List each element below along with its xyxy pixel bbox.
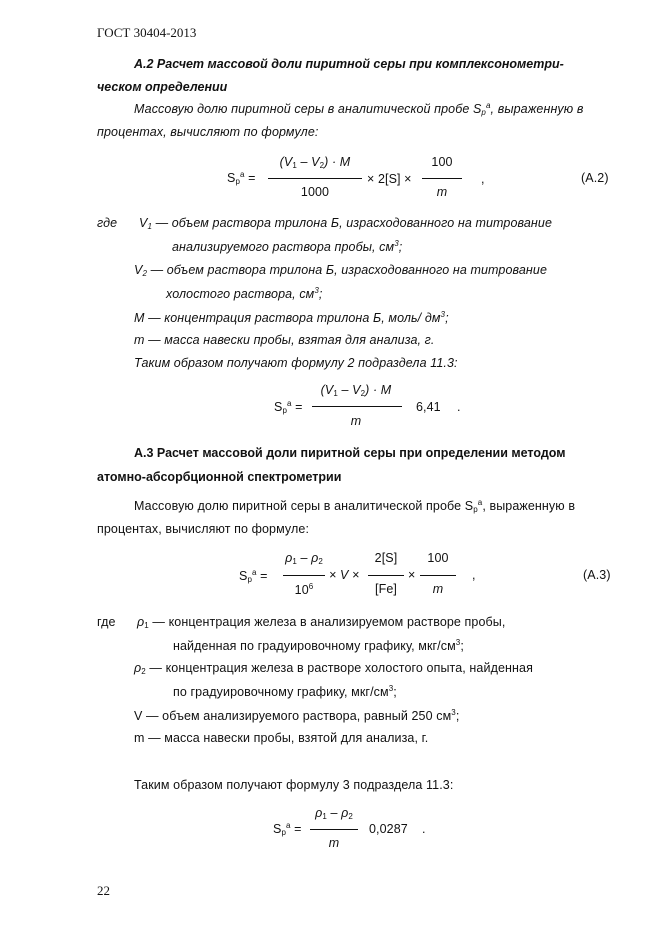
section-a2-intro: Массовую долю пиритной серы в аналитической пробе $S_p^a$, выраженную в — [134, 101, 584, 117]
formula-a2-label: (А.2) — [581, 171, 609, 185]
section-a3-intro-cont: процентах, вычисляют по формуле: — [97, 522, 310, 536]
fraction-bar — [420, 575, 456, 576]
fraction-bar — [268, 178, 362, 179]
where-label: где — [97, 615, 116, 629]
summary-a2: Таким образом получают формулу 2 подраздела 11.3: — [134, 356, 458, 370]
section-a2-intro-cont: процентах, вычисляют по формуле: — [97, 125, 319, 139]
section-a2-title-cont: ческом определении — [97, 80, 228, 94]
formula-a2r-numerator: $(V_1 - V_2) \cdot M$ — [320, 383, 392, 398]
formula-a2r-lhs: $S_p^a$ = — [274, 399, 303, 415]
formula-a3-comma: , — [472, 568, 476, 582]
formula-a2-den2: m — [436, 185, 448, 199]
def-m: М — концентрация раствора трилона Б, моль/ $дм^3$; — [134, 310, 449, 325]
fraction-bar — [283, 575, 325, 576]
formula-a2-num2: 100 — [431, 155, 453, 169]
section-a2-title: А.2 Расчет массовой доли пиритной серы при комплексонометри- — [134, 57, 564, 71]
formula-a3-x2: × — [408, 568, 416, 582]
formula-a3-num2: 2[S] — [374, 551, 398, 565]
formula-a3-den3: m — [432, 582, 444, 596]
formula-a3-num3: 100 — [427, 551, 449, 565]
formula-a2r-denominator: m — [350, 414, 362, 428]
section-a3-title-cont: атомно-абсорбционной спектрометрии — [97, 470, 342, 484]
formula-a3-label: (А.3) — [583, 568, 611, 582]
def-volume: V — объем анализируемого раствора, равный 250 $см^3$; — [134, 708, 460, 723]
summary-a3: Таким образом получают формулу 3 подраздела 11.3: — [134, 778, 454, 792]
section-a3-title: А.3 Расчет массовой доли пиритной серы при определении методом — [134, 446, 566, 460]
formula-a2-numerator: $(V_1 - V_2) \cdot M$ — [279, 155, 351, 170]
formula-a3r-value: 0,0287 — [369, 822, 408, 836]
formula-a2r-value: 6,41 — [416, 400, 441, 414]
formula-a3-lhs: $S_p^a$ = — [239, 568, 268, 584]
page-number: 22 — [97, 883, 110, 898]
formula-a2-lhs: $S_p^a$ = — [227, 170, 256, 186]
formula-a3-den1: $10^6$ — [294, 582, 314, 597]
formula-a2-comma: , — [481, 172, 485, 186]
formula-a2r-dot: . — [457, 400, 461, 414]
def-v2: $V_2$ — объем раствора трилона Б, израсходованного на титрование — [134, 263, 547, 278]
fraction-bar — [368, 575, 404, 576]
fraction-bar — [312, 406, 402, 407]
formula-a3-num1: $\rho_1 - \rho_2$ — [285, 551, 323, 566]
formula-a3r-dot: . — [422, 822, 426, 836]
formula-a3r-denominator: m — [328, 836, 340, 850]
formula-a2-mult: × 2[S] × — [367, 172, 412, 186]
def-v1-cont: анализируемого раствора пробы, $см^3$; — [172, 239, 403, 254]
def-m-mass: m — масса навески пробы, взятая для анализа, г. — [134, 333, 435, 347]
def-v1: $V_1$ — объем раствора трилона Б, израсходованного на титрование — [139, 216, 552, 231]
def-rho2: $\rho_2$ — концентрация железа в растворе холостого опыта, найденная — [134, 661, 533, 676]
formula-a2-denominator: 1000 — [300, 185, 330, 199]
section-a3-intro: Массовую долю пиритной серы в аналитической пробе $S_p^a$, выраженную в — [134, 498, 576, 514]
fraction-bar — [422, 178, 462, 179]
def-rho2-cont: по градуировочному графику, мкг/$см^3$; — [173, 684, 397, 699]
where-label: где — [97, 216, 118, 230]
def-rho1: $\rho_1$ — концентрация железа в анализируемом растворе пробы, — [137, 615, 506, 630]
formula-a3-den2: [Fe] — [375, 582, 397, 596]
fraction-bar — [310, 829, 358, 830]
def-v2-cont: холостого раствора, $см^3$; — [166, 286, 323, 301]
def-rho1-cont: найденная по градуировочному графику, мкг/$см^3$; — [173, 638, 464, 653]
formula-a3-mid: × V × — [329, 568, 360, 582]
formula-a3r-lhs: $S_p^a$ = — [273, 821, 302, 837]
formula-a3r-numerator: $\rho_1 - \rho_2$ — [315, 806, 353, 821]
def-mass: m — масса навески пробы, взятой для анализа, г. — [134, 731, 429, 745]
document-header: ГОСТ 30404-2013 — [97, 25, 197, 40]
